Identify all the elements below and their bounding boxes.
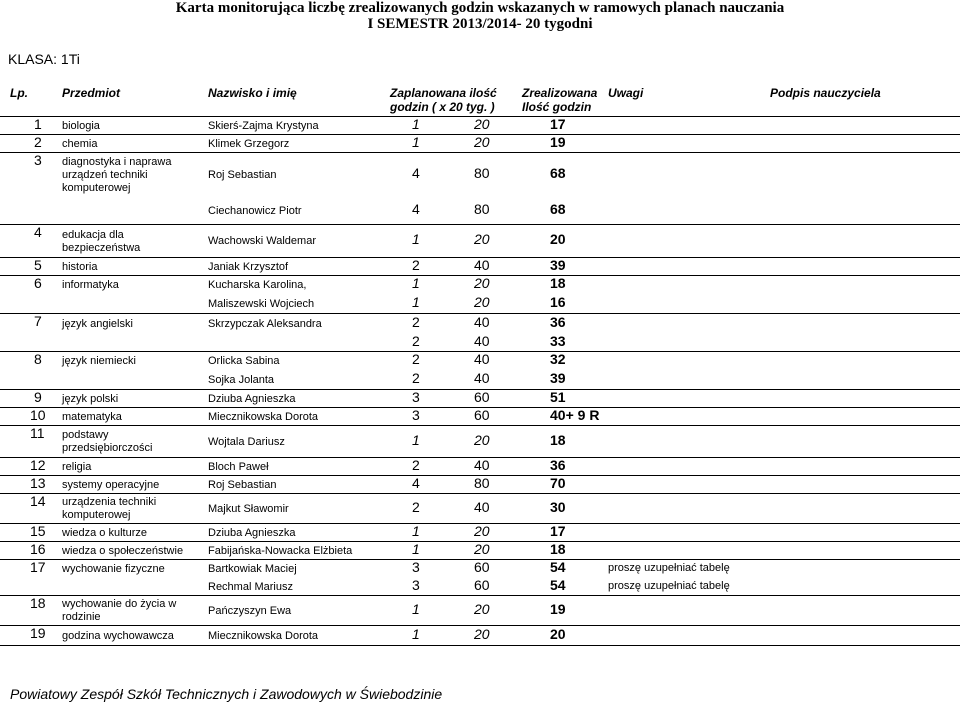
subject-name: przedsiębiorczości <box>62 442 153 454</box>
document-title: Karta monitorująca liczbę zrealizowanych godzin wskazanych w ramowych planach nauczania <box>175 0 785 16</box>
footer-school-name: Powiatowy Zespół Szkół Technicznych i Zawodowych w Świebodzinie <box>10 686 443 702</box>
row-number: 2 <box>34 134 42 150</box>
planned-hours: 40 <box>474 499 490 515</box>
subject-name: język angielski <box>62 318 133 330</box>
teacher-name: Pańczyszyn Ewa <box>208 605 292 617</box>
weekly-hours: 4 <box>412 165 420 181</box>
subject-name: wychowanie fizyczne <box>62 563 165 575</box>
weekly-hours: 2 <box>412 499 420 515</box>
subject-name: diagnostyka i naprawa <box>62 156 172 168</box>
weekly-hours: 1 <box>412 275 420 291</box>
realized-hours: 16 <box>550 294 566 310</box>
header-uwagi: Uwagi <box>608 86 644 100</box>
realized-hours: 36 <box>550 457 566 473</box>
planned-hours: 20 <box>474 116 490 132</box>
realized-hours: 68 <box>550 165 566 181</box>
teacher-name: Miecznikowska Dorota <box>208 411 319 423</box>
teacher-name: Skierś-Zajma Krystyna <box>208 120 319 132</box>
teacher-name: Sojka Jolanta <box>208 374 275 386</box>
subject-name: język polski <box>62 393 119 405</box>
teacher-name: Dziuba Agnieszka <box>208 527 296 539</box>
planned-hours: 60 <box>474 389 490 405</box>
realized-hours: 54 <box>550 577 566 593</box>
planned-hours: 60 <box>474 577 490 593</box>
weekly-hours: 1 <box>412 116 420 132</box>
subject-name: godzina wychowawcza <box>62 630 174 642</box>
realized-hours: 17 <box>550 523 566 539</box>
teacher-name: Bloch Paweł <box>208 461 269 473</box>
teacher-name: Klimek Grzegorz <box>208 138 290 150</box>
weekly-hours: 2 <box>412 457 420 473</box>
subject-name: historia <box>62 261 98 273</box>
table-rule <box>0 224 960 225</box>
subject-name: systemy operacyjne <box>62 479 160 491</box>
realized-hours: 54 <box>550 559 566 575</box>
planned-hours: 40 <box>474 370 490 386</box>
planned-hours: 40 <box>474 457 490 473</box>
table-rule <box>0 493 960 494</box>
table-rule <box>0 645 960 646</box>
planned-hours: 80 <box>474 475 490 491</box>
row-number: 16 <box>30 541 46 557</box>
remark-text: proszę uzupełniać tabelę <box>608 580 730 592</box>
weekly-hours: 2 <box>412 351 420 367</box>
teacher-name: Wachowski Waldemar <box>208 235 316 247</box>
weekly-hours: 2 <box>412 314 420 330</box>
realized-hours: 70 <box>550 475 566 491</box>
weekly-hours: 4 <box>412 201 420 217</box>
teacher-name: Wojtala Dariusz <box>208 436 285 448</box>
row-number: 9 <box>34 389 42 405</box>
document-subtitle: I SEMESTR 2013/2014- 20 tygodni <box>367 16 593 32</box>
planned-hours: 40 <box>474 333 490 349</box>
weekly-hours: 1 <box>412 294 420 310</box>
row-number: 6 <box>34 275 42 291</box>
weekly-hours: 3 <box>412 577 420 593</box>
weekly-hours: 2 <box>412 333 420 349</box>
teacher-name: Majkut Sławomir <box>208 503 289 515</box>
subject-name: komputerowej <box>62 182 131 194</box>
realized-hours: 33 <box>550 333 566 349</box>
realized-hours: 39 <box>550 370 566 386</box>
planned-hours: 60 <box>474 559 490 575</box>
planned-hours: 20 <box>474 231 490 247</box>
weekly-hours: 2 <box>412 370 420 386</box>
subject-name: urządzeń techniki <box>62 169 148 181</box>
realized-hours: 18 <box>550 541 566 557</box>
subject-name: komputerowej <box>62 509 131 521</box>
weekly-hours: 1 <box>412 134 420 150</box>
subject-name: biologia <box>62 120 100 132</box>
row-number: 17 <box>30 559 46 575</box>
teacher-name: Bartkowiak Maciej <box>208 563 297 575</box>
planned-hours: 20 <box>474 601 490 617</box>
planned-hours: 20 <box>474 294 490 310</box>
planned-hours: 80 <box>474 201 490 217</box>
subject-name: urządzenia techniki <box>62 496 157 508</box>
realized-hours: 36 <box>550 314 566 330</box>
row-number: 14 <box>30 493 46 509</box>
row-number: 11 <box>30 425 45 441</box>
subject-name: edukacja dla <box>62 229 124 241</box>
realized-hours: 32 <box>550 351 566 367</box>
row-number: 12 <box>30 457 46 473</box>
weekly-hours: 1 <box>412 626 420 642</box>
row-number: 7 <box>34 313 42 329</box>
planned-hours: 80 <box>474 165 490 181</box>
subject-name: matematyka <box>62 411 122 423</box>
planned-hours: 20 <box>474 626 490 642</box>
planned-hours: 40 <box>474 314 490 330</box>
class-label: KLASA: 1Ti <box>8 51 80 67</box>
teacher-name: Roj Sebastian <box>208 169 277 181</box>
realized-hours: 20 <box>550 626 566 642</box>
weekly-hours: 1 <box>412 432 420 448</box>
table-rule <box>0 595 960 596</box>
subject-name: informatyka <box>62 279 119 291</box>
planned-hours: 20 <box>474 432 490 448</box>
teacher-name: Roj Sebastian <box>208 479 277 491</box>
row-number: 8 <box>34 351 42 367</box>
weekly-hours: 4 <box>412 475 420 491</box>
realized-hours: 18 <box>550 275 566 291</box>
weekly-hours: 1 <box>412 523 420 539</box>
planned-hours: 20 <box>474 523 490 539</box>
planned-hours: 20 <box>474 134 490 150</box>
subject-name: wiedza o społeczeństwie <box>62 545 184 557</box>
teacher-name: Orlicka Sabina <box>208 355 280 367</box>
teacher-name: Dziuba Agnieszka <box>208 393 296 405</box>
realized-hours: 19 <box>550 134 566 150</box>
table-rule <box>0 425 960 426</box>
header-nazwisko: Nazwisko i imię <box>208 86 297 100</box>
planned-hours: 60 <box>474 407 490 423</box>
row-number: 4 <box>34 224 42 240</box>
row-number: 15 <box>30 523 46 539</box>
teacher-name: Miecznikowska Dorota <box>208 630 319 642</box>
subject-name: podstawy <box>62 429 109 441</box>
realized-hours: 17 <box>550 116 566 132</box>
planned-hours: 40 <box>474 257 490 273</box>
table-rule <box>0 152 960 153</box>
realized-hours: 20 <box>550 231 566 247</box>
realized-hours: 40+ 9 R <box>550 407 600 423</box>
subject-name: rodzinie <box>62 611 101 623</box>
header-przedmiot: Przedmiot <box>62 86 121 100</box>
weekly-hours: 3 <box>412 389 420 405</box>
subject-name: wiedza o kulturze <box>62 527 147 539</box>
header-podpis: Podpis nauczyciela <box>770 86 881 100</box>
planned-hours: 20 <box>474 541 490 557</box>
subject-name: chemia <box>62 138 98 150</box>
row-number: 19 <box>30 625 46 641</box>
teacher-name: Janiak Krzysztof <box>208 261 289 273</box>
realized-hours: 68 <box>550 201 566 217</box>
weekly-hours: 3 <box>412 407 420 423</box>
teacher-name: Kucharska Karolina, <box>208 279 307 291</box>
subject-name: język niemiecki <box>62 355 136 367</box>
row-number: 18 <box>30 595 46 611</box>
subject-name: bezpieczeństwa <box>62 242 141 254</box>
row-number: 3 <box>34 152 42 168</box>
teacher-name: Ciechanowicz Piotr <box>208 205 302 217</box>
subject-name: wychowanie do życia w <box>62 598 177 610</box>
realized-hours: 51 <box>550 389 566 405</box>
weekly-hours: 1 <box>412 601 420 617</box>
weekly-hours: 3 <box>412 559 420 575</box>
planned-hours: 20 <box>474 275 490 291</box>
weekly-hours: 1 <box>412 541 420 557</box>
row-number: 1 <box>34 116 42 132</box>
header-zrealizowana: Zrealizowana <box>522 86 598 100</box>
header-zaplanowana-2: godzin ( x 20 tyg. ) <box>390 100 495 114</box>
realized-hours: 18 <box>550 432 566 448</box>
remark-text: proszę uzupełniać tabelę <box>608 562 730 574</box>
teacher-name: Fabijańska-Nowacka Elżbieta <box>208 545 353 557</box>
header-lp: Lp. <box>10 86 28 100</box>
realized-hours: 30 <box>550 499 566 515</box>
subject-name: religia <box>62 461 92 473</box>
planned-hours: 40 <box>474 351 490 367</box>
realized-hours: 39 <box>550 257 566 273</box>
weekly-hours: 2 <box>412 257 420 273</box>
header-zrealizowana-2: Ilość godzin <box>522 100 592 114</box>
row-number: 13 <box>30 475 46 491</box>
teacher-name: Maliszewski Wojciech <box>208 298 315 310</box>
teacher-name: Rechmal Mariusz <box>208 581 293 593</box>
header-zaplanowana: Zaplanowana ilość <box>390 86 497 100</box>
realized-hours: 19 <box>550 601 566 617</box>
row-number: 5 <box>34 257 42 273</box>
row-number: 10 <box>30 407 46 423</box>
teacher-name: Skrzypczak Aleksandra <box>208 318 322 330</box>
weekly-hours: 1 <box>412 231 420 247</box>
